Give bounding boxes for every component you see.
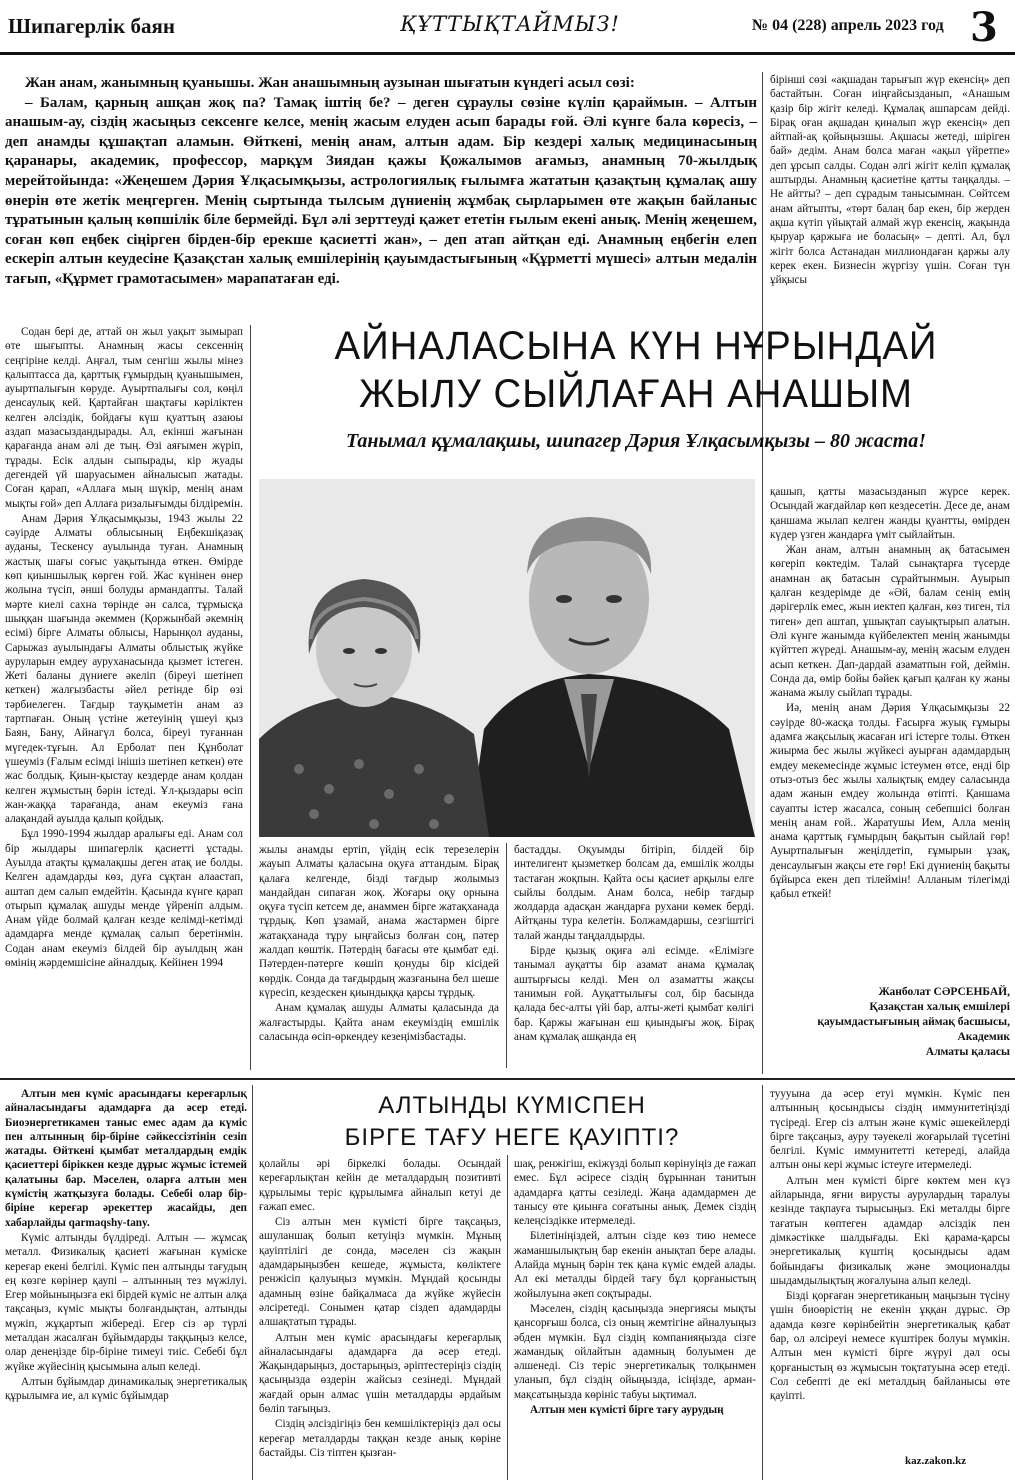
- body-paragraph: Иә, менің анам Дәрия Ұлқасымқызы 22 сәуірде 80-жасқа толды. Ғасырға жуық ғұмыры адамға жақсылық жасаған игі істерге толы. Өткен жиырма бес жылы жүйкесі ауырған адамдардың емдеу мекемесінде жұмыс істеумен өтсе, енді бір отыз-отыз бес жылы халықтық емдеу саласында адам жанын емдеу жолында өтіпті. Қаншама сауапты істер жасалса, соның себепшісі болған менің анам ғой.. Жаратушы Ием, Алла менің анама қарттық ғұмырдың бақытын сыйлай гөр! Ауыртпалығын жеңілдетіп, ғұмырын ұзақ, денсаулығын жақсы ете гөр! Екі дүниенің бақыты бұйырса екен деп тілеймін! Алланым тілегімді қабыл еткей!: [770, 702, 1010, 901]
- intro-paragraph: Жан анам, жанымның қуанышы. Жан анашымның аузынан шығатын күндегі асыл сөзі:: [25, 75, 635, 91]
- column-divider: [250, 325, 251, 1070]
- page-header: [0, 0, 1015, 62]
- article1-mid2-column: [514, 843, 754, 1045]
- author-city: Алматы қаласы: [925, 1046, 1010, 1058]
- headline-line: АЙНАЛАСЫНА КҮН НҰРЫНДАЙ: [334, 324, 938, 368]
- body-paragraph: Мәселен, сіздің қасыңызда энергиясы мықты қансорғыш болса, сіз оның жемтігіне айналуыңыз әбден мүмкін. Бұл сіздің компанияңызда сізге жамандық ойлайтын адамның болуымен де әлшенеді. Сіз теріс энергетикалық толқынмен уланып, бұл сіздің ойыңызда, ісіңізде, арман-мақсатыңызда көрініс табуы ықтимал.: [514, 1302, 756, 1401]
- article1-headline: [277, 322, 995, 418]
- issue-info: № 04 (228) апрель 2023 год: [752, 17, 944, 34]
- column-divider: [507, 1155, 508, 1480]
- body-paragraph: Сіз алтын мен күмісті бірге тақсаңыз, ашуланшақ болып кетуіңіз мүмкін. Мұның қауіптілігі де сонда, мәселен сіз жақын адамдарыңызбен кешеде, жұмыста, көліктеге ренжісіп қалуыңыз мүмкін. Мұндай қосынды адамның өзіне байқалмаса да жүйке жүйесін әлсіретеді. Сонымен қатар сіздеп адамдарды алшақтатып тұрады.: [259, 1216, 501, 1329]
- article2-headline: [262, 1090, 762, 1154]
- article2-left-column: [5, 1087, 247, 1405]
- author-title: Қазақстан халық емшілері: [869, 1001, 1010, 1013]
- body-paragraph: бірінші сөзі «ақшадан тарығып жүр екенсің» деп бастайтын. Соған иіңғайсызданып, «Анашым қазір бір жігіт келеді. Құмалақ ашпарсам дейді. Бірақ оған ақшадан қиналып жүр екенсің» деп айтпай-ақ қойыңызшы. Ақшасы жетеді, шіріген бай» дедім. Анам болса маған «ақыл үйретпе» деп ұрсып салды. Содан әлгі жігіт келіп құмалақ аштырды. Анамның қасиетіне қатты таңқалды. – Не айтты? – деп сұрадым танысымнан. Сөйтсем анам айтыпты, «төрт балаң бар екен, бір жерден ақша күтіп үйықтай алмай жүр екенсің, жақында қыруар қаржыға ие боласың» – депті. Ал, бұл жігіт болса Астанадан миллиондаған қаржы алу керек екен. Бизнесін жүргізу үшін. Соған түн ұйқысы: [770, 74, 1010, 287]
- column-divider: [506, 843, 507, 1068]
- article1-subheadline: Танымал құмалақшы, шипагер Дәрия Ұлқасымқызы – 80 жаста!: [345, 430, 927, 452]
- article1-right-top-column: [770, 73, 1010, 288]
- headline-line: АЛТЫНДЫ КҮМІСПЕН: [378, 1092, 646, 1119]
- source-link[interactable]: kaz.zakon.kz: [905, 1455, 967, 1467]
- lead-paragraph: Алтын мен күміс арасындағы кереғарлық айналасындағы адамдарға да әсер етеді. Биоэнергетикамен таныс емес адам да күміс пен алтынның бір-біріне сәйкессізтінін сезіп жатады. Өйткені қымбат металдардың емдік қасиеттері біріккен кезде дұрыс жұмыс істемей қалатыны бар. Мәселен, оларға алтын мен күмістің жатқызуға болады. Себебі олар бір-біріне кереғар әрекеттер жасайды, деп хабарлайды qarmaqshy-tany.: [5, 1088, 247, 1229]
- article1-mid1-column: [259, 843, 499, 1045]
- body-paragraph: Алтын мен күмісті бірге көктем мен күз айларында, яғни вирусты аурулардың таралуы кезінде тақпауға тырысыңыз. Екі металды бірге тағатын көптеген адамдар әлсіздік пен дімкәстікке шалдығады. Екі қарама-қарсы энергетикалық күштің қосындысы адам бойындағы физикалық және эмоционалды шыдамдылықтың жоғалуына алып келеді.: [770, 1174, 1010, 1287]
- article1-left-column: [5, 325, 243, 971]
- body-paragraph: Жан анам, алтын анамның ақ батасымен көгеріп көктедім. Талай сынақтарға түсерде анамнан ақ батасын сұрайтынмын. Ауырып қалған кездерімде де «Әй, балам сенің емің дәрігерлік емес, жын иектеп қалған, көз тиген, тіл тиген» деп аштап, ұшықтап сауықтырып алатын. Әлі күнге жанымда күйбелектеп менің жанымды күйттеп жүреді. Анашым-ау, менің жасым елуден асып кеткен. Дап-дардай азаматпын ғой, деймін. Сонда да, өмір бойы бәйек қағып қалған ку жаны жанама жылу сыйлап тұрады.: [770, 544, 1010, 700]
- article2-right-column: [770, 1087, 1010, 1405]
- portrait-photo-illustration: [259, 479, 755, 837]
- body-paragraph: Бізді қорғаған энергетиканың маңызын түсіну үшін биоөрістің не екенін ұққан дұрыс. Әр адамда көзге көрінбейтін энергетикалық қабат бар, ол әлсіреуі немесе күштірек болуы мүмкін. Алтын мен күмісті бірге жүруі дәл осы қорғаныстың өз жұмысын тоқтатуына әсер етеді. Сол себепті де екі металдың байланысы өте қауіпті.: [770, 1290, 1010, 1403]
- headline-line: БІРГЕ ТАҒУ НЕГЕ ҚАУІПТІ?: [344, 1124, 680, 1151]
- body-paragraph: Білетініңіздей, алтын сізде көз тию немесе жаманшылықтың бар екенін анықтап бере алады. Алайда мұның бәрін тек қана күміс емдей алады. Ал екі металды бірдей тағу бұл қорғаныстың жойылуына әкеп соқтырады.: [514, 1230, 756, 1300]
- body-paragraph: Анам Дәрия Ұлқасымқызы, 1943 жылы 22 сәуірде Алматы облысының Еңбекшіқазақ ауданы, Тескенсу ауылында туған. Анамның жастық шағы соғыс уақытында өткен. Өмірде көп қиыншылық көрген ғой. Жас күнінен өнер жолына түсіп, әнші болуды армандапты. Талай мәрте киелі сахна төрінде ән салса, тұрмысқа шыққан шағында әкеммен (Қоржынбай әкемнің есімі) бірге Алматы облысы, Нарынқол ауданы, Сарыжаз ауылындағы Алматы облыстық жүйке ауруларын емдеу ауруханасында қызмет істеген. Жеті баланы дүниеге әкеліп (біреуі шетінеп кеткен) жалғызбасты әйел ретінде бір өзі тәрбиелеген. Тағдыр тауқыметін анам аз тартпаған. Оның үстіне жетеуінің үшеуі қыз Баян, Бану, Айнагүл болса, біреуі туғаннан мүгедек-тұғын. Ал Ерболат пен Құнболат үшеуміз (Ғалым есімді інішіз шетінеп кеткен) өте жас болдық. Қиын-қыстау кездерде анам қолдан келген жұмыстың бәрін істеді. Ұл-қыздары өсіп жан-жаққа тарағанда, анам екеуміз ғана алақандай ауылда қалып қойдық.: [5, 512, 243, 826]
- body-paragraph: қолайлы әрі біркелкі болады. Осындай кереғарлықтан кейін де металдардың позитивті құрылымы теріс құрылымға айналып кетуі де ғажап емес.: [259, 1158, 501, 1213]
- intro-paragraph: – Балам, қарның ашқан жоқ па? Тамақ іштің бе? – деген сұраулы сөзіне күліп қараймын. – Алтын анашым-ау, сіздің жасыңыз сексенге келсе, менің жасым елуден асып барады ғой. Әлі күнге бала көресіз, – деп анамды құшақтап аламын. Өйткені, менің анам, алтын адам. Бір кездері халық медицинасының қаранары, академик, профессор, марқұм Зиядан қажы Қожалымов ағамыз, анамның 70-жылдық мерейтойында: «Жеңешем Дәрия Ұлқасымқызы, астрологиялық ғылымға жататын қазақтың құмалақ ашу өнерін өте жетік меңгерген. Менің сыртында тылсым дүниенің жұмбақ сырларымен өте жақын байланыс тұратынын қалың көпшілік біле бермейді. Бұл әлі зерттеуді қажет ететін ғылым екені анық. Менің жеңешем, соған көп еңбек сіңірген бірден-бір ерекше қасиетті жан», – деп атап айтқан еді. Анамның еңбегін елеп ескеріп алтын кеудесіне Қазақстан халық емшілерінің қауымдастығының «Құрметті мүшесі» алтын медалін тағып, «Құрмет грамотасымен» марапатаған еді.: [5, 94, 757, 287]
- body-paragraph: Күміс алтынды бүлдіреді. Алтын — жұмсақ металл. Физикалық қасиеті жағынан күміске кереғар екені белгілі. Күміс пен алтынды тағудың ең көзге көрінер қаупі – алтынның тез мүжілуі. Егер мойыныңызға екі бірдей күміс не алтын алқа тақсаңыз, күміс мықты болғандықтан, алтынды мүжіп, жұқартып жібереді. Егер сіз әр түрлі металдан жасалған бұйымдарды таққыңыз келсе, олар денеңізде бір-біріне тимеуі тиіс. Себебі бұл жүйке жүйесінің қысымына алып келеді.: [5, 1231, 247, 1373]
- body-paragraph: Анам құмалақ ашуды Алматы қаласында да жалғастырды. Қайта анам екеуміздің емшілік саласында өсіп-өркендеу кезеңімізбастады.: [259, 1002, 499, 1043]
- photo-mother-and-son: [259, 479, 755, 837]
- column-divider: [762, 72, 763, 1074]
- section-title: Шипагерлік баян: [8, 14, 175, 38]
- body-paragraph: Сіздің әлсіздігіңіз бен кемшіліктеріңіз дәл осы кереғар металдарды таққан кезде анық көріне бастайды. Сіз тіптен қызған-: [259, 1418, 501, 1459]
- body-paragraph: Содан бері де, аттай он жыл уақыт зымырап өте шығыпты. Анамның жасы сексеннің сеңгіріне келді. Аңғал, тым сенгіш жылы мінез қалыптасса да, қарттық ғұмырдың қуанышымен, ауыртпалығын көруде. Ауыртпалығы сол, көңіл денсаулық кей. Қартайған шақтағы кәріліктен келген әлсіздік, бойдағы күш қуаттың азаюы аздап мазасыздандырады. Ал, екінші жағынан қарағанда анам әлі де тың. Өзі аяғымен жүріп, тұрады. Есік алдын сыпырады, кір жуады дегендей үй шаруасымен айналысып жатады. Соған қарап, «Аллаға мың шүкір, менің анам мықты ғой» деп Аллаға ризалығымды білдіремін.: [5, 326, 243, 510]
- author-title: қауымдастығының аймақ басшысы,: [817, 1016, 1010, 1028]
- body-paragraph: Алтын мен күмісті бірге тағу аурудың: [530, 1404, 724, 1417]
- body-paragraph: қашып, қатты мазасызданып жүрсе керек. Осындай жағдайлар көп кездесетін. Десе де, анам қаншама жылап келген жанды қуантты, өмірден күдер үзген жандарға үміт сыйлайтын.: [770, 486, 1010, 541]
- body-paragraph: Бірде қызық оқиға әлі есімде. «Елімізге танымал ауқатты бір азамат анама құмалақ аштырғысы келді. Мен ол азаматты жақсы танимын ғой. Ауқаттылығы сол, бір басында қалада бес-алты үйі бар, алты-жеті қымбат көлігі бар. Қаржы жағынан еш қиындығы жоқ. Бірақ анам құмалақ ашқанда ең: [514, 945, 754, 1043]
- page-number: 3: [970, 4, 998, 51]
- header-divider: [0, 52, 1015, 55]
- body-paragraph: бастадды. Оқуымды бітіріп, білдей бір интелигент қызметкер болсам да, емшілік жолды тастаған жоқпын. Қайта осы қасиет арқылы елге сыйлы болдым. Анам болса, небір тағдыр жолдарда адасқан жандарға рухани көмек берді. Айтқаны тура келетін. Болжамдаршы, сезгіштігі талай жанды таңдалдырды.: [514, 844, 754, 942]
- body-paragraph: Бұл 1990-1994 жылдар аралығы еді. Анам сол бір жылдары шипагерлік қасиетті ұстады. Ауылда атақты құмалақшы деген атақ ие болды. Келген адамдарды көз, дуға сұқтан алаастап, аштап дем салып емдейтін. Қасында күнге қарап отырып құмалақ ашуды менде үйреніп алдым. Анам үйде болмай қалған кезде келімді-кетімді адамдарға менде құмалақ салып беретінмін. Содан анам екеуміз білдей бір ауылдың жан өмінің жәрдемшісіне айналдық. Кейінен 1994: [5, 828, 243, 970]
- column-divider: [762, 1085, 763, 1480]
- article2-mid1-column: [259, 1157, 501, 1461]
- column-divider: [252, 1085, 253, 1480]
- body-paragraph: жылы анамды ертіп, үйдің есік терезелерін жауып Алматы қаласына оқуға аттандым. Бірақ қалаға келгенде, бізді тағдыр жолымыз мандайдан сипаған жоқ. Жоғары оқу орнына оқуға түсіп кетсем де, анаммен бірге жатақханада тұрдық. Көп ұзамай, анама жастармен бірге жатақханада тұру ыңғайсыз болған соң, пәтер жалдап көштік. Пәтердің бағасы өте қымбат еді. Пәтерден-пәтерге көшіп қонуды бір кісідей көрдік. Сонда да тағдырдың жазғанына бел шеше күресіп, кездескен қиындыққа қарсы тұрдық.: [259, 844, 499, 999]
- author-name: Жанболат СӘРСЕНБАЙ,: [878, 986, 1010, 998]
- article1-right-column: [770, 485, 1010, 903]
- author-title: Академик: [957, 1031, 1010, 1043]
- article-divider: [0, 1078, 1015, 1080]
- body-paragraph: шақ, ренжігіш, екіжүзді болып көрінуіңіз де ғажап емес. Бұл әсіресе сіздің бұрыннан танитын адамдарға қатты сезіледі. Жаңа адамдармен де танысу өте қиынға соғатыны анық. Демек сіздің келеңсіздікке итермеледі.: [514, 1158, 756, 1228]
- headline-line: ЖЫЛУ СЫЙЛАҒАН АНАШЫМ: [358, 372, 913, 416]
- article2-mid2-column: [514, 1157, 756, 1418]
- body-paragraph: Алтын мен күміс арасындағы кереғарлық айналасындағы адамдарға да әсер етеді. Жақындарыңыз, достарыңыз, әріптестеріңіз сіздің қасыңызда өздерін жайсыз сезінеді. Мұндай жағдай орын алмас үшін металдарды әрдайым бөліп тағыңыз.: [259, 1331, 501, 1416]
- body-paragraph: Алтын бұйымдар динамикалық энергетикалық құрылымға ие, ал күміс бұйымдар: [5, 1375, 247, 1403]
- author-signature: [770, 985, 1010, 1060]
- rubric-title: ҚҰТТЫҚТАЙМЫЗ!: [400, 12, 620, 36]
- body-paragraph: туууына да әсер етуі мүмкін. Күміс пен алтынның қосындысы сіздің иммунитетіңізді түсіреді. Егер сіз алтын және күміс әшекейлерді бірге тақсаңыз, ауру тәуекелі жоғарылай түсетіні белгілі. Күміс иммунитетті кетереді, алайда алтын оны кері жұмыс істеуге итермеледі.: [770, 1088, 1010, 1172]
- article1-intro: [5, 74, 757, 290]
